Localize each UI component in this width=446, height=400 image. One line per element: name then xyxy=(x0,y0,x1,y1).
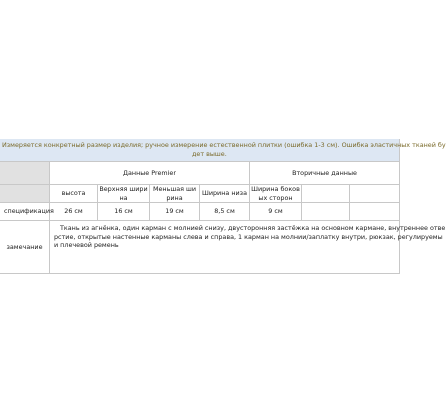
column-header: высота xyxy=(50,185,98,203)
remark-text xyxy=(50,221,446,274)
remark-line: и плечевой ремень xyxy=(54,241,119,249)
spec-value: 9 см xyxy=(250,203,302,221)
spec-row-label: спецификация xyxy=(0,203,50,221)
measurement-note-row xyxy=(0,139,446,162)
remark-row-label: замечание xyxy=(0,221,50,274)
column-header: Ширина боковых сторон xyxy=(250,185,302,203)
column-header: Меньшая ширина xyxy=(150,185,200,203)
empty-spec-cell xyxy=(302,203,350,221)
spec-value: 8,5 см xyxy=(200,203,250,221)
premier-data-header: Данные Premier xyxy=(50,162,250,185)
column-header: Ширина низа xyxy=(200,185,250,203)
remark-line: рстие, открытые настенные карманы слева и справа, 1 карман на молнии/заплатку внутри, рюкзак, регулируемы xyxy=(54,232,443,241)
spec-value: 26 см xyxy=(50,203,98,221)
empty-corner-cell xyxy=(0,162,50,185)
spec-value: 19 см xyxy=(150,203,200,221)
empty-spec-cell xyxy=(350,203,400,221)
measurement-note-line-1: Измеряется конкретный размер изделия; ручное измерение естественной плитки (ошибка 1-3 см). Ошибка эластичных тканей бу xyxy=(2,141,446,149)
remark-line: Ткань из агнёнка, один карман с молнией снизу, двусторонняя застёжка на основном кармане, внутреннее отве xyxy=(60,224,446,232)
spec-value: 16 см xyxy=(98,203,150,221)
measurement-note xyxy=(0,139,446,162)
group-header-row xyxy=(0,162,400,185)
secondary-data-header: Вторичные данные xyxy=(250,162,400,185)
product-spec-table xyxy=(0,139,446,274)
column-header-row xyxy=(0,185,400,203)
empty-label-cell xyxy=(0,185,50,203)
empty-header-cell xyxy=(302,185,350,203)
spec-row xyxy=(0,203,400,221)
measurement-note-line-2: дет выше. xyxy=(192,150,227,158)
remark-row xyxy=(0,221,446,274)
empty-header-cell xyxy=(350,185,400,203)
column-header: Верхняя ширина xyxy=(98,185,150,203)
